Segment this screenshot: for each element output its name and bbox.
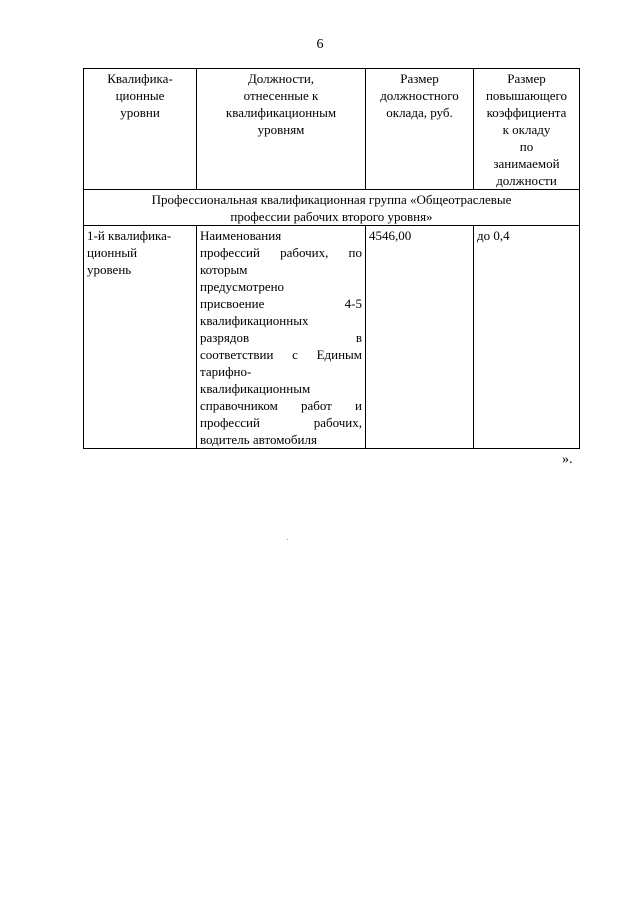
positions-line bbox=[200, 380, 362, 397]
positions-line bbox=[200, 397, 362, 414]
qualification-level-cell bbox=[84, 226, 197, 449]
positions-line bbox=[200, 346, 362, 363]
positions-line bbox=[200, 261, 362, 278]
header-line: уровням bbox=[257, 122, 305, 137]
qualification-table bbox=[83, 68, 580, 449]
header-line: Размер bbox=[507, 71, 546, 86]
professional-group-title bbox=[84, 190, 580, 226]
positions-word: Единым bbox=[316, 347, 362, 362]
positions-word: и bbox=[355, 398, 362, 413]
header-line: уровни bbox=[120, 105, 160, 120]
table-row bbox=[84, 226, 580, 449]
salary-cell: 4546,00 bbox=[366, 226, 474, 449]
header-line: коэффициента bbox=[486, 105, 567, 120]
positions-word: присвоение bbox=[200, 296, 265, 311]
positions-word: по bbox=[348, 245, 362, 260]
positions-word: 4-5 bbox=[344, 296, 362, 311]
header-line: повышающего bbox=[485, 88, 568, 103]
level-line: уровень bbox=[87, 262, 132, 277]
positions-word: Наименования bbox=[200, 228, 282, 243]
level-line: 1-й квалифика- bbox=[87, 228, 172, 243]
positions-line bbox=[200, 295, 362, 312]
header-coefficient bbox=[474, 69, 580, 190]
positions-word: квалификационным bbox=[200, 381, 311, 396]
positions-word: справочником bbox=[200, 398, 278, 413]
header-line: отнесенные к bbox=[243, 88, 319, 103]
header-qualification-levels bbox=[84, 69, 197, 190]
positions-line bbox=[200, 227, 362, 244]
header-line: квалификационным bbox=[225, 105, 337, 120]
group-title-line: профессии рабочих второго уровня» bbox=[230, 209, 433, 224]
positions-word: с bbox=[292, 347, 298, 362]
header-line: по bbox=[519, 139, 534, 154]
header-line: к окладу bbox=[502, 122, 551, 137]
positions-cell bbox=[197, 226, 366, 449]
header-line: Должности, bbox=[247, 71, 315, 86]
group-title-row bbox=[84, 190, 580, 226]
positions-word: соответствии bbox=[200, 347, 274, 362]
positions-word: квалификационных bbox=[200, 313, 309, 328]
positions-word: работ bbox=[300, 398, 332, 413]
positions-word: рабочих, bbox=[280, 245, 329, 260]
header-line: Квалифика- bbox=[107, 71, 173, 86]
positions-word: рабочих, bbox=[313, 415, 362, 430]
positions-line bbox=[200, 363, 362, 380]
header-salary bbox=[366, 69, 474, 190]
positions-word: предусмотрено bbox=[200, 279, 285, 294]
positions-line bbox=[200, 414, 362, 431]
positions-word: разрядов bbox=[200, 330, 250, 345]
positions-word: тарифно- bbox=[200, 364, 252, 379]
positions-line bbox=[200, 244, 362, 261]
positions-word: профессий bbox=[200, 245, 260, 260]
page-number: 6 bbox=[316, 37, 324, 52]
level-line: ционный bbox=[87, 245, 138, 260]
header-positions bbox=[197, 69, 366, 190]
header-line: ционные bbox=[115, 88, 165, 103]
positions-line bbox=[200, 329, 362, 346]
positions-line bbox=[200, 312, 362, 329]
positions-word: профессий bbox=[200, 415, 260, 430]
group-title-line: Профессиональная квалификационная группа «Общеотраслевые bbox=[151, 192, 512, 207]
coefficient-cell: до 0,4 bbox=[474, 226, 580, 449]
table-header-row bbox=[84, 69, 580, 190]
header-line: Размер bbox=[400, 71, 439, 86]
positions-word: водитель автомобиля bbox=[200, 432, 317, 447]
header-line: должностного bbox=[380, 88, 459, 103]
header-line: должности bbox=[496, 173, 557, 188]
positions-line bbox=[200, 278, 362, 295]
closing-quote-mark: ». bbox=[562, 452, 573, 467]
positions-word: в bbox=[355, 330, 362, 345]
header-line: занимаемой bbox=[493, 156, 560, 171]
positions-word: которым bbox=[200, 262, 248, 277]
positions-line bbox=[200, 431, 362, 448]
scan-speck bbox=[287, 539, 288, 540]
header-line: оклада, руб. bbox=[386, 105, 453, 120]
